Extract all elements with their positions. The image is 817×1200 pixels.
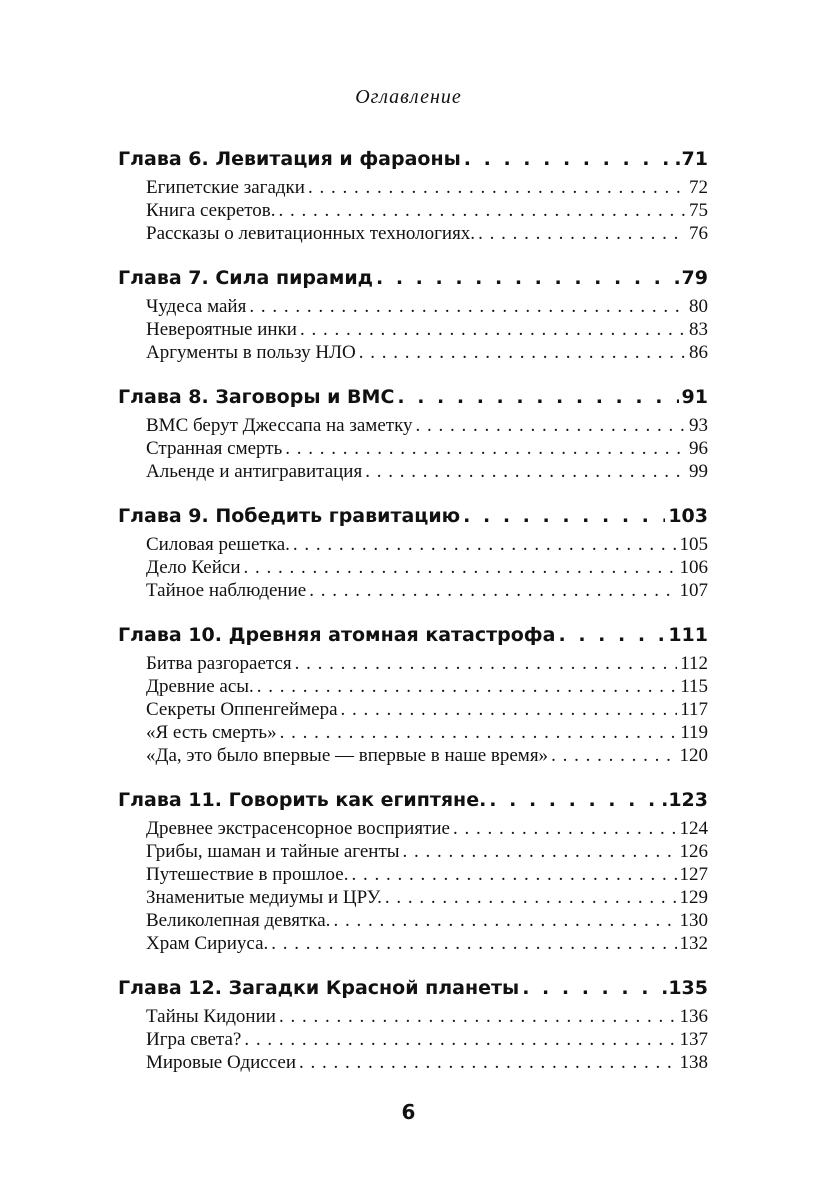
page-number: 6 xyxy=(401,1100,416,1124)
section-list xyxy=(118,414,708,483)
chapter-heading xyxy=(118,499,708,533)
section-page: 126 xyxy=(679,841,708,862)
dot-leader xyxy=(416,414,686,437)
section-title: Странная смерть xyxy=(146,438,283,459)
section-entry xyxy=(146,909,708,932)
section-title: Мировые Одиссеи xyxy=(146,1052,296,1073)
chapter-heading xyxy=(118,261,708,295)
section-list xyxy=(118,817,708,955)
dot-leader xyxy=(463,499,665,533)
section-page: 96 xyxy=(689,438,708,459)
chapter-page: .71 xyxy=(674,148,708,170)
chapter-title: Глава 10. Древняя атомная катастрофа xyxy=(118,624,556,646)
section-entry xyxy=(146,295,708,318)
section-entry xyxy=(146,318,708,341)
chapter-entry xyxy=(118,783,708,955)
chapter-entry xyxy=(118,380,708,483)
dot-leader xyxy=(244,556,677,579)
section-entry xyxy=(146,1028,708,1051)
section-page: 93 xyxy=(689,415,708,436)
section-entry xyxy=(146,817,708,840)
dot-leader xyxy=(464,142,672,176)
dot-leader xyxy=(257,675,677,698)
dot-leader xyxy=(397,380,678,414)
section-entry xyxy=(146,932,708,955)
section-title: Тайны Кидонии xyxy=(146,1006,276,1027)
section-entry xyxy=(146,176,708,199)
section-page: 75 xyxy=(689,200,708,221)
section-entry xyxy=(146,652,708,675)
section-title: Альенде и антигравитация xyxy=(146,461,363,482)
dot-leader xyxy=(308,176,686,199)
section-entry xyxy=(146,414,708,437)
chapter-title: Глава 11. Говорить как египтяне. xyxy=(118,789,487,811)
table-of-contents xyxy=(118,142,708,1090)
section-page: 117 xyxy=(680,699,708,720)
section-title: Рассказы о левитационных технологиях. xyxy=(146,223,476,244)
section-entry xyxy=(146,744,708,767)
dot-leader xyxy=(309,579,676,602)
section-title: Храм Сириуса. xyxy=(146,933,269,954)
chapter-heading xyxy=(118,618,708,652)
dot-leader xyxy=(478,222,686,245)
section-title: Грибы, шаман и тайные агенты xyxy=(146,841,400,862)
dot-leader xyxy=(244,1028,676,1051)
chapter-page: 111 xyxy=(668,624,708,646)
section-entry xyxy=(146,721,708,744)
section-page: 83 xyxy=(689,319,708,340)
chapter-title: Глава 6. Левитация и фараоны xyxy=(118,148,461,170)
chapter-entry xyxy=(118,142,708,245)
dot-leader xyxy=(376,261,679,295)
section-page: 130 xyxy=(679,910,708,931)
dot-leader xyxy=(403,840,677,863)
section-page: 119 xyxy=(680,722,708,743)
section-page: 99 xyxy=(689,461,708,482)
section-page: 129 xyxy=(679,887,708,908)
chapter-title: Глава 8. Заговоры и ВМС xyxy=(118,386,395,408)
chapter-entry xyxy=(118,499,708,602)
chapter-entry xyxy=(118,971,708,1074)
section-title: Египетские загадки xyxy=(146,177,305,198)
section-page: 132 xyxy=(679,933,708,954)
dot-leader xyxy=(299,1051,677,1074)
section-list xyxy=(118,176,708,245)
dot-leader xyxy=(489,783,658,817)
section-title: Битва разгорается xyxy=(146,653,292,674)
dot-leader xyxy=(279,1005,677,1028)
dot-leader xyxy=(271,932,676,955)
section-title: Игра света? xyxy=(146,1029,242,1050)
section-page: 80 xyxy=(689,296,708,317)
dot-leader xyxy=(522,971,658,1005)
section-title: Тайное наблюдение xyxy=(146,580,307,601)
dot-leader xyxy=(341,698,678,721)
section-list xyxy=(118,652,708,767)
section-title: Древнее экстрасенсорное восприятие xyxy=(146,818,450,839)
dot-leader xyxy=(558,618,665,652)
section-entry xyxy=(146,675,708,698)
dot-leader xyxy=(279,199,686,222)
dot-leader xyxy=(249,295,686,318)
section-page: 136 xyxy=(679,1006,708,1027)
dot-leader xyxy=(453,817,677,840)
section-page: 107 xyxy=(679,580,708,601)
chapter-heading xyxy=(118,783,708,817)
chapter-heading xyxy=(118,380,708,414)
section-entry xyxy=(146,1005,708,1028)
section-page: 76 xyxy=(689,223,708,244)
section-title: Путешествие в прошлое. xyxy=(146,864,349,885)
chapter-entry xyxy=(118,618,708,767)
chapter-title: Глава 12. Загадки Красной планеты xyxy=(118,977,520,999)
section-title: ВМС берут Джессапа на заметку xyxy=(146,415,413,436)
section-title: Невероятные инки xyxy=(146,319,297,340)
section-title: Великолепная девятка. xyxy=(146,910,331,931)
dot-leader xyxy=(385,886,677,909)
chapter-page: .135 xyxy=(661,977,708,999)
dot-leader xyxy=(333,909,676,932)
dot-leader xyxy=(551,744,676,767)
section-entry xyxy=(146,341,708,364)
section-entry xyxy=(146,698,708,721)
chapter-entry xyxy=(118,261,708,364)
section-title: «Я есть смерть» xyxy=(146,722,277,743)
section-title: Книга секретов. xyxy=(146,200,276,221)
chapter-page: .123 xyxy=(661,789,708,811)
dot-leader xyxy=(280,721,678,744)
dot-leader xyxy=(285,437,686,460)
chapter-page: 79 xyxy=(681,267,708,289)
dot-leader xyxy=(293,533,677,556)
section-entry xyxy=(146,579,708,602)
section-title: Секреты Оппенгеймера xyxy=(146,699,338,720)
section-page: 120 xyxy=(679,745,708,766)
section-entry xyxy=(146,1051,708,1074)
section-page: 137 xyxy=(679,1029,708,1050)
section-page: 86 xyxy=(689,342,708,363)
section-page: 127 xyxy=(679,864,708,885)
section-title: Дело Кейси xyxy=(146,557,241,578)
section-page: 105 xyxy=(679,534,708,555)
section-list xyxy=(118,533,708,602)
section-entry xyxy=(146,533,708,556)
section-title: Силовая решетка. xyxy=(146,534,290,555)
chapter-title: Глава 7. Сила пирамид xyxy=(118,267,374,289)
section-entry xyxy=(146,840,708,863)
dot-leader xyxy=(365,460,686,483)
chapter-heading xyxy=(118,142,708,176)
section-entry xyxy=(146,460,708,483)
chapter-heading xyxy=(118,971,708,1005)
dot-leader xyxy=(300,318,686,341)
section-title: Знаменитые медиумы и ЦРУ. xyxy=(146,887,382,908)
section-page: 115 xyxy=(680,676,708,697)
page-title: Оглавление xyxy=(355,86,462,108)
dot-leader xyxy=(359,341,686,364)
section-title: Аргументы в пользу НЛО xyxy=(146,342,356,363)
chapter-title: Глава 9. Победить гравитацию xyxy=(118,505,461,527)
section-entry xyxy=(146,863,708,886)
chapter-page: 91 xyxy=(681,386,708,408)
section-title: Чудеса майя xyxy=(146,296,247,317)
section-entry xyxy=(146,886,708,909)
section-list xyxy=(118,295,708,364)
section-page: 124 xyxy=(679,818,708,839)
section-entry xyxy=(146,222,708,245)
section-page: 72 xyxy=(689,177,708,198)
section-page: 106 xyxy=(679,557,708,578)
section-list xyxy=(118,1005,708,1074)
chapter-page: 103 xyxy=(668,505,708,527)
section-entry xyxy=(146,556,708,579)
section-title: «Да, это было впервые — впервые в наше время» xyxy=(146,745,549,766)
dot-leader xyxy=(351,863,676,886)
section-page: 112 xyxy=(680,653,708,674)
dot-leader xyxy=(295,652,678,675)
section-title: Древние асы. xyxy=(146,676,254,697)
section-entry xyxy=(146,437,708,460)
section-page: 138 xyxy=(679,1052,708,1073)
section-entry xyxy=(146,199,708,222)
